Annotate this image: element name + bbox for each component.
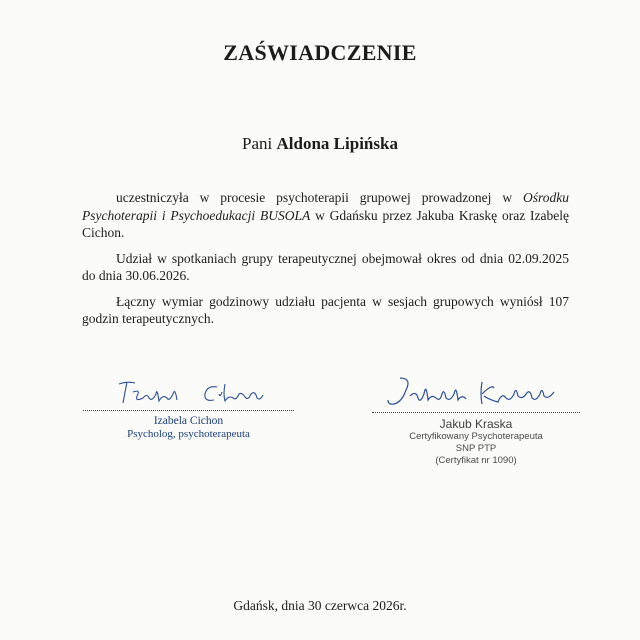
signer-affiliation-right: SNP PTP [455,443,497,454]
paragraph-participation [82,189,569,242]
handwritten-signature-left [99,376,279,408]
signature-line-left [83,410,294,411]
signature-line-right [372,412,580,413]
signer-title-right: Certyfikowany Psychoterapeuta [409,431,543,442]
place-and-date: Gdańsk, dnia 30 czerwca 2026r. [233,598,407,613]
recipient-line [0,134,640,154]
paragraph-participation-start: uczestniczyła w procesie psychoterapii grupowej prowadzonej w [116,190,513,205]
recipient-name: Aldona Lipińska [276,134,398,153]
paragraph-hours: Łączny wymiar godzinowy udziału pacjenta w sesjach grupowych wyniósł 107 godzin terapeutycznych. [82,293,569,326]
certificate-body [82,189,569,336]
signature-block-right [372,374,580,467]
signer-role-left: Psycholog, psychoterapeuta [127,428,250,440]
signer-certificate-number: (Certyfikat nr 1090) [435,455,517,466]
paragraph-participation-end: w Gdańsku przez Jakuba Kraskę oraz Izabelę Cichon. [82,207,569,240]
document-title: ZAŚWIADCZENIE [223,40,417,65]
signature-block-left [83,376,294,440]
paragraph-period: Udział w spotkaniach grupy terapeutycznej obejmował okres od dnia 02.09.2025 do dnia 30.06.2026. [82,250,569,283]
organization-name: Ośrodku Psychoterapii i Psychoedukacji BUSOLA [82,190,570,223]
signer-name-left: Izabela Cichon [153,415,224,427]
recipient-prefix: Pani [242,134,273,153]
handwritten-signature-right [376,374,576,410]
signer-name-right: Jakub Kraska [439,417,513,431]
